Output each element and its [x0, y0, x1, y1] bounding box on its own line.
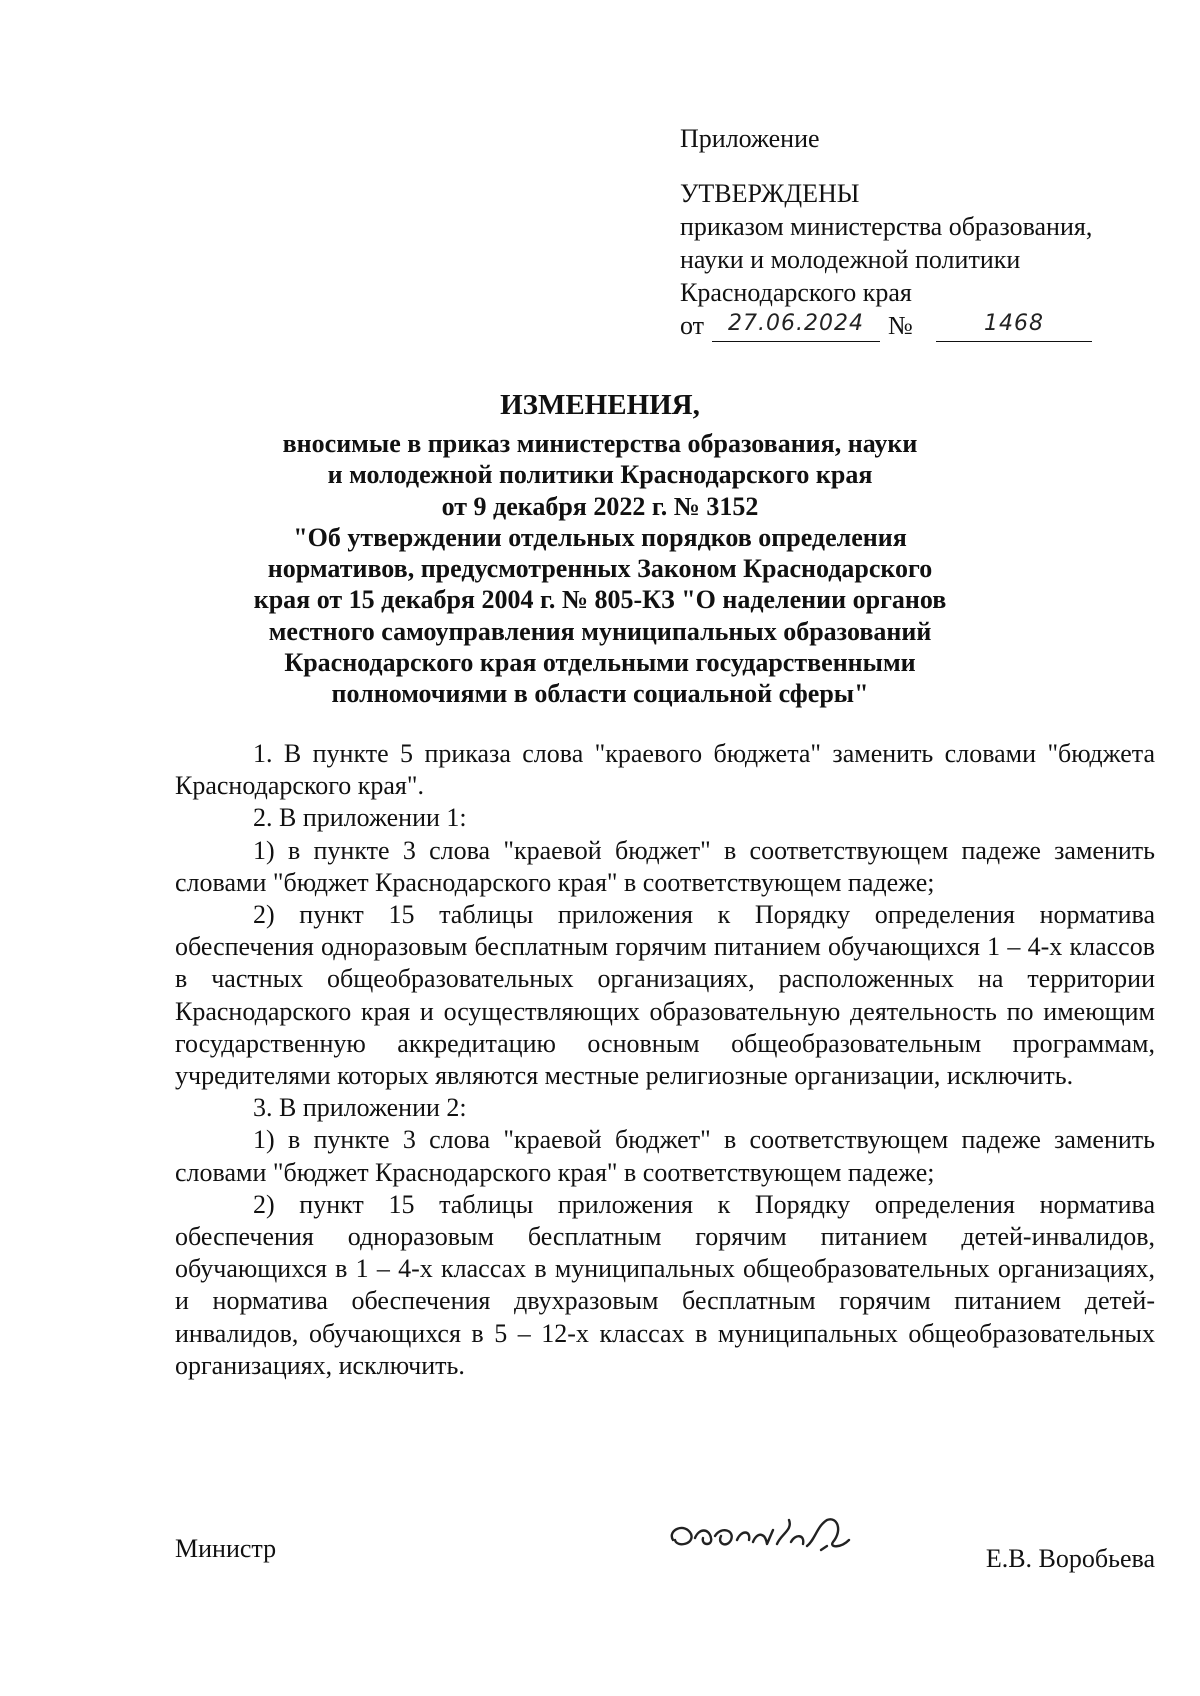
paragraph-item-3-1: 1) в пункте 3 слова "краевой бюджет" в соответствующем падеже заменить словами "бюджет Краснодарского края" в соответствующем падеже; [175, 1125, 1155, 1187]
document-title: ИЗМЕНЕНИЯ, [500, 389, 700, 421]
document-subtitle [180, 428, 1020, 710]
order-date-number-line [680, 309, 1180, 342]
order-date-field: 27.06.2024 [712, 309, 880, 342]
approved-label: УТВЕРЖДЕНЫ [680, 179, 860, 208]
paragraph-item-1: 1. В пункте 5 приказа слова "краевого бюджета" заменить словами "бюджета Краснодарского края". [175, 739, 1155, 801]
paragraph-item-2-2: 2) пункт 15 таблицы приложения к Порядку определения норматива обеспечения одноразовым бесплатным горячим питанием обучающихся 1 – 4-х классов в частных общеобразовательных организациях, расположенных на территории Краснодарского края и осуществляющих образовательную деятельность по имеющим государственную аккредитацию основным общеобразовательным программам, учредителями которых являются местные религиозные организации, исключить. [175, 900, 1155, 1091]
paragraph-item-2-1: 1) в пункте 3 слова "краевой бюджет" в соответствующем падеже заменить словами "бюджет Краснодарского края" в соответствующем падеже; [175, 835, 1155, 897]
subtitle-line: полномочиями в области социальной сферы" [331, 679, 869, 709]
paragraph-item-3-2: 2) пункт 15 таблицы приложения к Порядку определения норматива обеспечения одноразовым бесплатным горячим питанием детей-инвалидов, обучающихся в 1 – 4-х классах в муниципальных общеобразовательных организациях, и норматива обеспечения двухразовым бесплатным горячим питанием детей-инвалидов, обучающихся в 5 – 12-х классах в муниципальных общеобразовательных организациях, исключить. [175, 1189, 1155, 1380]
number-prefix: № [888, 311, 913, 340]
paragraph-item-3: 3. В приложении 2: [253, 1093, 467, 1123]
subtitle-line: "Об утверждении отдельных порядков определения [293, 522, 907, 552]
document-heading [180, 386, 1020, 710]
subtitle-line: от 9 декабря 2022 г. № 3152 [441, 491, 759, 521]
approval-block [680, 122, 1180, 342]
signer-position: Министр [175, 1534, 277, 1563]
date-prefix: от [680, 311, 705, 340]
handwritten-signature-icon [665, 1500, 925, 1570]
subtitle-line: Краснодарского края отдельными государственными [284, 648, 916, 678]
subtitle-line: местного самоуправления муниципальных образований [268, 616, 932, 646]
order-number-field: 1468 [936, 309, 1092, 342]
signer-name: Е.В. Воробьева [985, 1544, 1155, 1573]
subtitle-line: и молодежной политики Краснодарского края [327, 460, 873, 490]
approved-by-line-3: Краснодарского края [680, 278, 912, 307]
subtitle-line: вносимые в приказ министерства образования, науки [282, 429, 918, 458]
paragraph-item-2: 2. В приложении 1: [253, 803, 467, 833]
approved-by-line-1: приказом министерства образования, [680, 212, 1093, 241]
subtitle-line: нормативов, предусмотренных Законом Краснодарского [267, 554, 933, 584]
appendix-label: Приложение [680, 124, 820, 153]
signature-block [175, 1500, 1155, 1590]
subtitle-line: края от 15 декабря 2004 г. № 805-КЗ "О наделении органов [253, 585, 947, 615]
approved-by-line-2: науки и молодежной политики [680, 245, 1021, 274]
document-body [175, 738, 1155, 1382]
